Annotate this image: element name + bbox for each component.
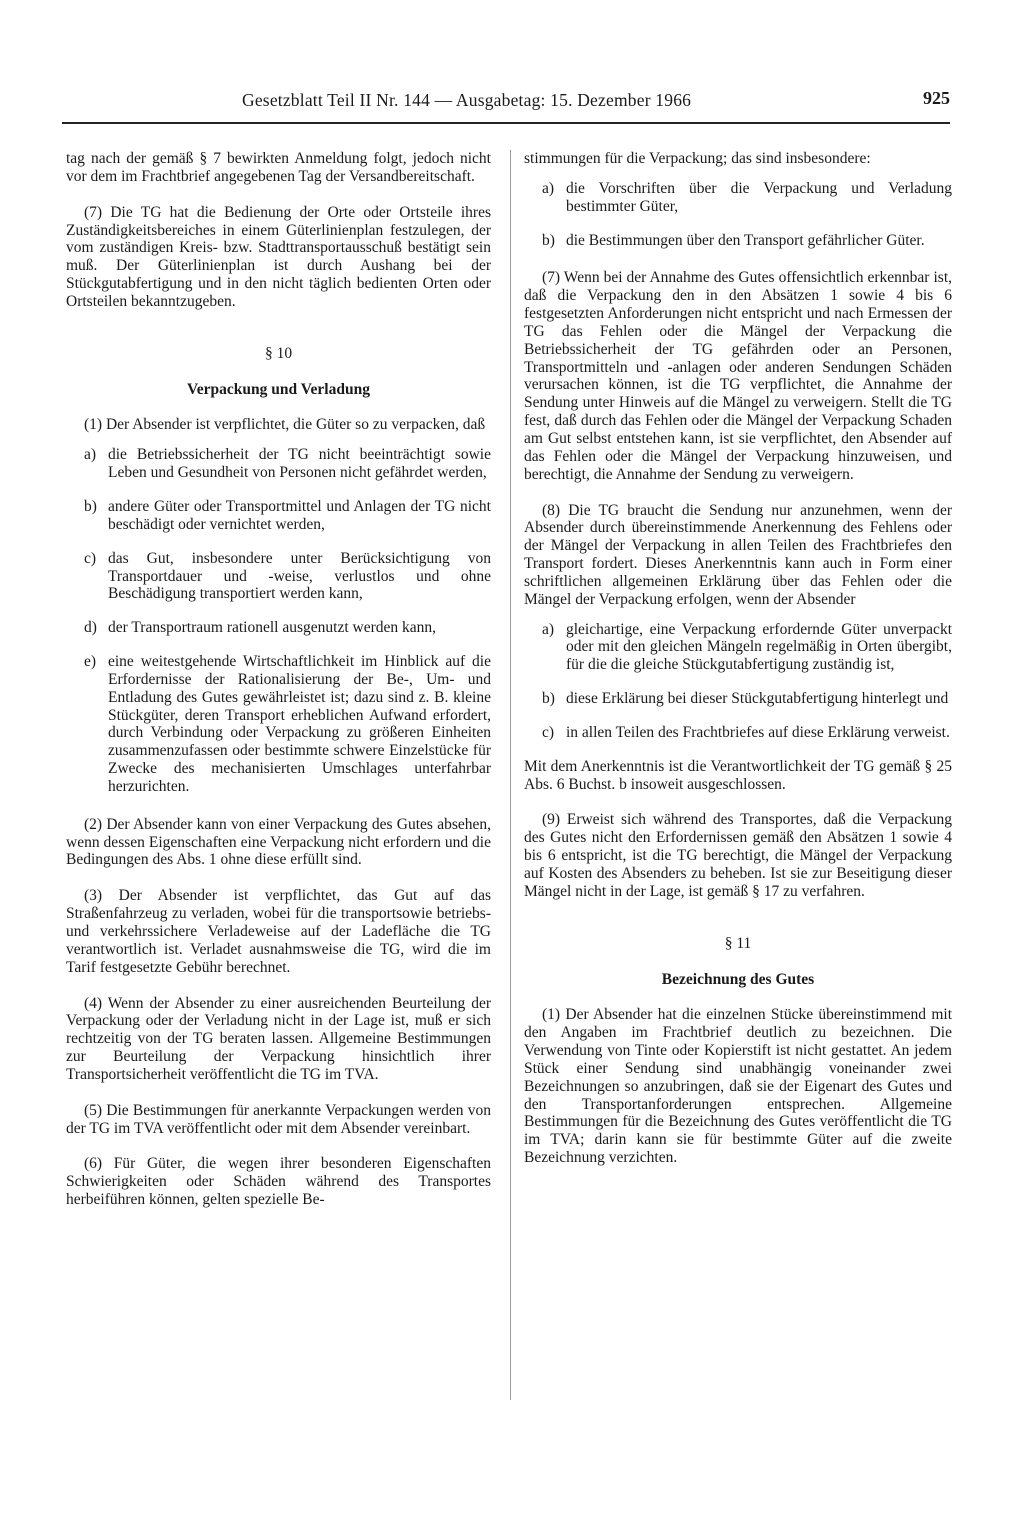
paragraph-7: (7) Die TG hat die Bedienung der Orte oder Ortsteile ihres Zuständigkeitsbereiches in einem Güterlinienplan festzulegen, der vom zuständigen Kreis- bzw. Stadttransportausschuß bestätigt sein muß. Der Güterlinienplan ist durch Aushang bei der Stückgutabfertigung und in den nicht täglich bedienten Orten oder Ortsteilen bekanntzugeben. [66, 203, 491, 310]
paragraph-7: (7) Wenn bei der Annahme des Gutes offensichtlich erkennbar ist, daß die Verpackung den in den Absätzen 1 sowie 4 bis 6 festgesetzten Anforderungen nicht entspricht und nach Ermessen der TG das Fehlen oder die Mängel der Verpackung die Betriebssicherheit der TG gefährden oder an Personen, Transportmitteln und -anlagen oder anderen Sendungen Schäden verursachen können, ist die TG verpflichtet, die Annahme der Sendung unter Hinweis auf die Mängel zu verweigern. Stellt die TG fest, daß durch das Fehlen oder die Mängel der Verpackung Schaden am Gut selbst entstehen kann, ist sie verpflichtet, den Absender auf das Fehlen oder die Mängel der Verpackung hinzuweisen, und berechtigt, die Annahme der Sendung zu verweigern. [524, 269, 952, 483]
list-text: gleichartige, eine Verpackung erfordernde Güter unverpackt oder mit den gleichen Mängeln regelmäßig in Orten übergibt, für die die gleiche Stückgutabfertigung zuständig ist, [566, 620, 952, 674]
list-item [66, 653, 491, 796]
list-text: das Gut, insbesondere unter Berücksichtigung von Transportdauer und -weise, verlustlos und ohne Beschädigung transportiert werden kann, [108, 549, 491, 603]
left-column [66, 150, 491, 1227]
list-item [524, 621, 952, 675]
continued-paragraph: tag nach der gemäß § 7 bewirkten Anmeldung folgt, jedoch nicht vor dem im Frachtbrief angegebenen Tag der Versandbereitschaft. [66, 150, 491, 185]
list-item [524, 724, 952, 742]
paragraph-9: (9) Erweist sich während des Transportes, daß die Verpackung des Gutes nicht den Erfordernissen gemäß den Absätzen 1 sowie 4 bis 6 entspricht, ist die TG berechtigt, die Mängel der Verpackung auf Kosten des Absenders zu beheben. Ist sie zur Beseitigung dieser Mängel nicht in der Lage, ist gemäß § 17 zu verfahren. [524, 811, 952, 900]
column-divider [510, 150, 511, 1400]
paragraph-1: (1) Der Absender ist verpflichtet, die Güter so zu verpacken, daß [84, 416, 486, 434]
paragraph-5: (5) Die Bestimmungen für anerkannte Verpackungen werden von der TG im TVA veröffentlicht oder mit dem Absender vereinbart. [66, 1101, 491, 1137]
continued-paragraph: stimmungen für die Verpackung; das sind insbesondere: [524, 150, 871, 167]
list-label: e) [84, 653, 97, 671]
list-text: die Bestimmungen über den Transport gefährlicher Güter. [566, 231, 925, 249]
paragraph-6: (6) Für Güter, die wegen ihrer besonderen Eigenschaften Schwierigkeiten oder Schäden während des Transportes herbeiführen können, gelten spezielle Be- [66, 1155, 491, 1209]
list-item [66, 498, 491, 534]
list-label: a) [542, 179, 555, 197]
list-text: andere Güter oder Transportmittel und Anlagen der TG nicht beschädigt oder vernichtet werden, [108, 497, 491, 533]
paragraph-3: (3) Der Absender ist verpflichtet, das Gut auf das Straßenfahrzeug zu verladen, wobei für die transportsowie betriebs- und verkehrssichere Verladeweise auf der Ladefläche die TG verantwortlich ist. Verladet ausnahmsweise die TG, wird die im Tarif festgesetzte Gebühr berechnet. [66, 887, 491, 976]
list-text: die Betriebssicherheit der TG nicht beeinträchtigt sowie Leben und Gesundheit von Personen nicht gefährdet werden, [108, 446, 491, 482]
page-number: 925 [923, 88, 950, 108]
list-item [524, 180, 952, 216]
section-10-title: Verpackung und Verladung [187, 380, 370, 398]
list-label: a) [542, 620, 555, 638]
paragraph-4: (4) Wenn der Absender zu einer ausreichenden Beurteilung der Verpackung oder der Verladung nicht in der Lage ist, muß er sich rechtzeitig von der TG beraten lassen. Allgemeine Bestimmungen zur Beurteilung der Verpackung hinsichtlich ihrer Transportsicherheit veröffentlicht die TG im TVA. [66, 994, 491, 1083]
section-10-number: § 10 [264, 344, 293, 362]
section-11-title: Bezeichnung des Gutes [661, 970, 815, 988]
list-text: diese Erklärung bei dieser Stückgutabfertigung hinterlegt und [566, 690, 949, 708]
list-label: b) [542, 231, 555, 249]
section-11-number: § 11 [724, 934, 752, 952]
list-label: d) [84, 619, 97, 637]
list-text: in allen Teilen des Frachtbriefes auf diese Erklärung verweist. [566, 723, 950, 741]
paragraph-2: (2) Der Absender kann von einer Verpackung des Gutes absehen, wenn dessen Eigenschaften eine Verpackung nicht erfordern und die Bedingungen des Abs. 1 ohne diese erfüllt sind. [66, 815, 491, 869]
list-label: a) [84, 446, 97, 464]
list-label: c) [542, 723, 555, 741]
paragraph-8-closing: Mit dem Anerkenntnis ist die Verantwortlichkeit der TG gemäß § 25 Abs. 6 Buchst. b insoweit ausgeschlossen. [524, 757, 952, 793]
paragraph-8: (8) Die TG braucht die Sendung nur anzunehmen, wenn der Absender durch übereinstimmende Anerkennung des Fehlens oder der Mängel der Verpackung in allen Teilen des Frachtbriefes den Transport fordert. Dieses Anerkenntnis kann auch in Form einer schriftlichen allgemeinen Erklärung über das Fehlen oder die Mängel der Verpackung erfolgen, wenn der Absender [524, 501, 952, 608]
running-title: Gesetzblatt Teil II Nr. 144 — Ausgabetag: 15. Dezember 1966 [242, 90, 692, 110]
list-item [524, 232, 952, 250]
section-11-paragraph-1: (1) Der Absender hat die einzelnen Stücke übereinstimmend mit den Angaben im Frachtbrief deutlich zu bezeichnen. Die Verwendung von Tinte oder Kopierstift ist nicht gestattet. An jedem Stück einer Sendung sind unabhängig voneinander zwei Bezeichnungen so anzubringen, daß sie der Eigenart des Gutes und den Transportanforderungen entsprechen. Allgemeine Bestimmungen für die Bezeichnung des Gutes veröffentlicht die TG im TVA; darin kann sie für bestimmte Güter auf die zweite Bezeichnung verzichten. [524, 1006, 952, 1167]
list-text: eine weitestgehende Wirtschaftlichkeit im Hinblick auf die Erfordernisse der Rationalisierung der Be-, Um- und Entladung des Gutes gewährleistet ist; dazu sind z. B. kleine Stückgüter, deren Transport erheblichen Aufwand erfordert, durch Verbindung oder Verpackung zu größeren Einheiten zusammenzufassen oder bestimmte schwere Einzelstücke für Zwecke des mechanisierten Umschlages unterfahrbar herzurichten. [108, 653, 491, 795]
list-item [66, 446, 491, 482]
list-label: b) [84, 497, 97, 515]
page-header [62, 88, 950, 124]
list-label: b) [542, 690, 555, 708]
list-label: c) [84, 549, 97, 567]
list-text: die Vorschriften über die Verpackung und Verladung bestimmter Güter, [566, 179, 952, 215]
list-item [524, 690, 952, 708]
list-item [66, 619, 491, 637]
list-text: der Transportraum rationell ausgenutzt werden kann, [108, 619, 436, 637]
list-item [66, 550, 491, 604]
right-column [524, 150, 952, 1185]
